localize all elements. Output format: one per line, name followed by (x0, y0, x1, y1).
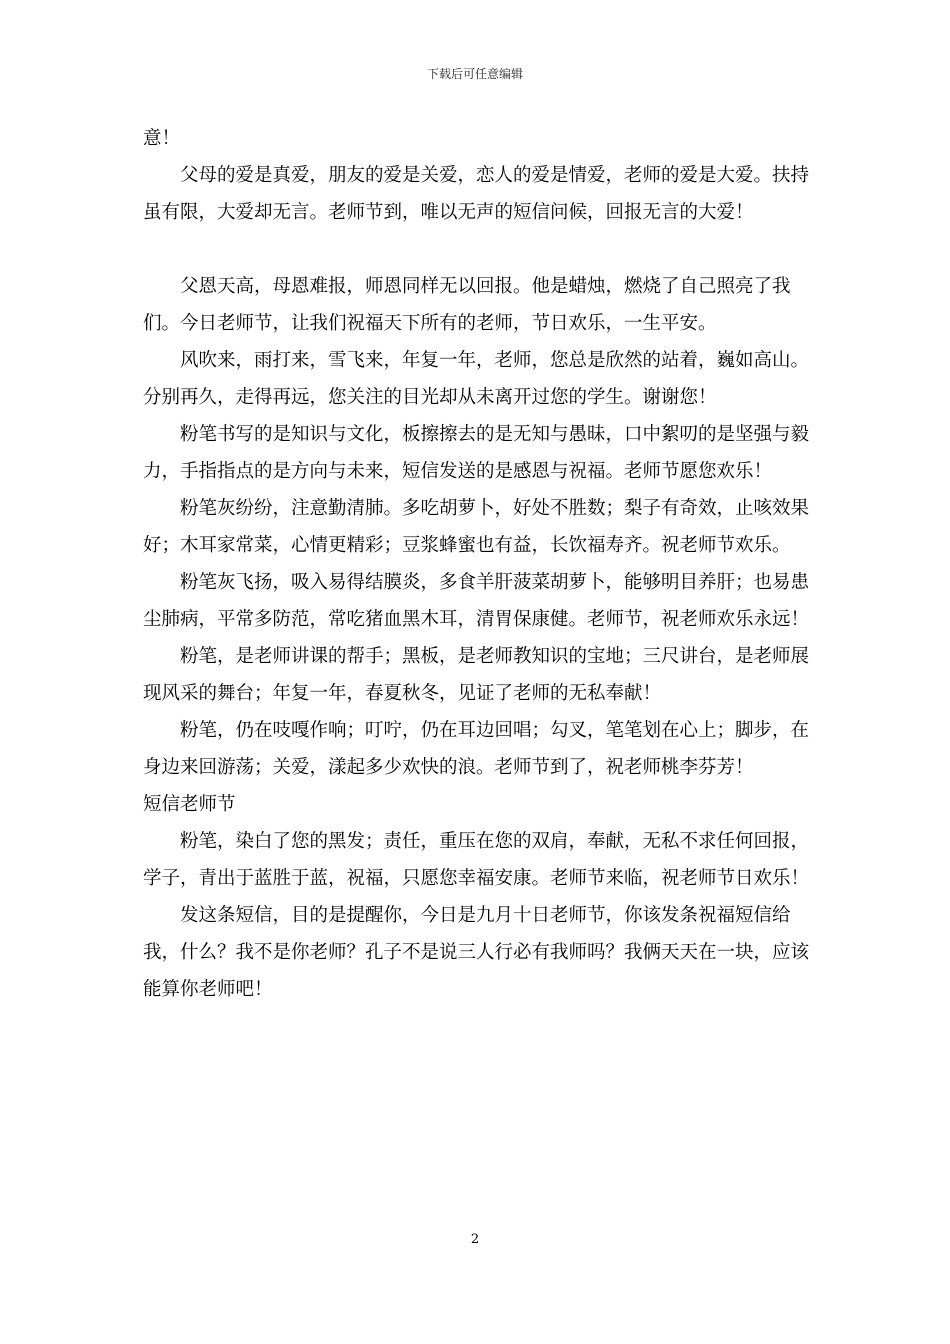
paragraph-continuation: 意！ (143, 128, 181, 149)
document-body (143, 120, 811, 1008)
page-number: 2 (470, 1232, 480, 1247)
page-header: 下载后可任意编辑 (426, 67, 523, 81)
paragraph: 父母的爱是真爱，朋友的爱是关爱，恋人的爱是情爱，老师的爱是大爱。扶持虽有限，大爱却无言。老师节到，唯以无声的短信问候，回报无言的大爱！ (143, 165, 810, 223)
paragraph: 风吹来，雨打来，雪飞来，年复一年，老师，您总是欣然的站着，巍如高山。分别再久，走得再远，您关注的目光却从未离开过您的学生。谢谢您！ (143, 350, 810, 408)
paragraph: 父恩天高，母恩难报，师恩同样无以回报。他是蜡烛，燃烧了自己照亮了我们。今日老师节，让我们祝福天下所有的老师，节日欢乐，一生平安。 (143, 276, 791, 334)
paragraph: 发这条短信，目的是提醒你，今日是九月十日老师节，你该发条祝福短信给我，什么？我不是你老师？孔子不是说三人行必有我师吗？我俩天天在一块，应该能算你老师吧！ (143, 905, 810, 1000)
paragraph: 粉笔，是老师讲课的帮手；黑板，是老师教知识的宝地；三尺讲台，是老师展现风采的舞台；年复一年，春夏秋冬，见证了老师的无私奉献！ (143, 646, 810, 704)
paragraph: 粉笔，染白了您的黑发；责任，重压在您的双肩，奉献，无私不求任何回报，学子，青出于蓝胜于蓝，祝福，只愿您幸福安康。老师节来临，祝老师节日欢乐！ (143, 831, 810, 889)
blank-line (143, 231, 811, 268)
section-label: 短信老师节 (143, 794, 236, 815)
paragraph: 粉笔灰纷纷，注意勤清肺。多吃胡萝卜，好处不胜数；梨子有奇效，止咳效果好；木耳家常菜，心情更精彩；豆浆蜂蜜也有益，长饮福寿齐。祝老师节欢乐。 (143, 498, 810, 556)
paragraph: 粉笔灰飞扬，吸入易得结膜炎，多食羊肝菠菜胡萝卜，能够明目养肝；也易患尘肺病，平常多防范，常吃猪血黑木耳，清胃保康健。老师节，祝老师欢乐永远！ (143, 572, 810, 630)
paragraph: 粉笔书写的是知识与文化，板擦擦去的是无知与愚昧，口中絮叨的是坚强与毅力，手指指点的是方向与未来，短信发送的是感恩与祝福。老师节愿您欢乐！ (143, 424, 810, 482)
paragraph: 粉笔，仍在吱嘎作响；叮咛，仍在耳边回唱；勾叉，笔笔划在心上；脚步，在身边来回游荡；关爱，漾起多少欢快的浪。老师节到了，祝老师桃李芬芳！ (143, 720, 810, 778)
